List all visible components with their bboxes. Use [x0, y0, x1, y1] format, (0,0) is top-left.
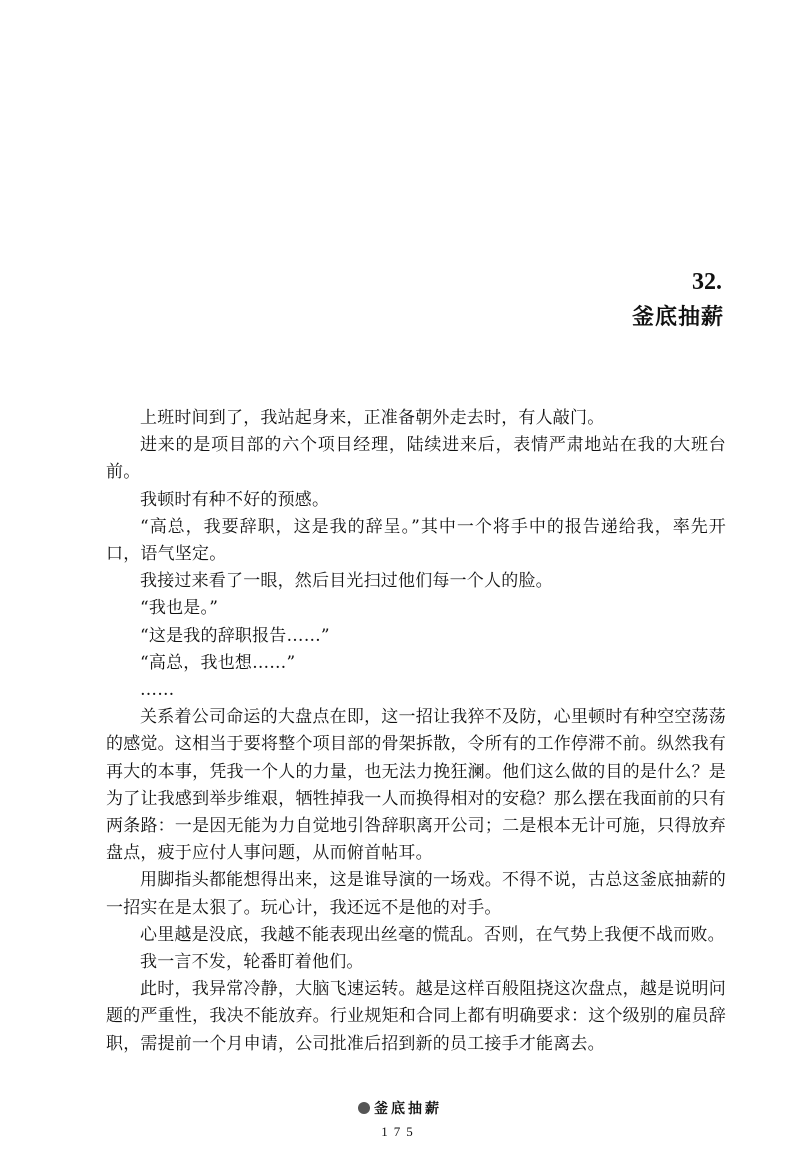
paragraph-2: 进来的是项目部的六个项目经理，陆续进来后，表情严肃地站在我的大班台前。	[106, 435, 726, 483]
paragraph-13: 我一言不发，轮番盯着他们。	[140, 952, 364, 973]
page-footer	[0, 1100, 800, 1140]
paragraph-9: ……	[140, 680, 175, 701]
ornament-icon	[358, 1102, 370, 1114]
paragraph-1: 上班时间到了，我站起身来，正准备朝外走去时，有人敲门。	[140, 408, 605, 428]
paragraph-5: 我接过来看了一眼，然后目光扫过他们每一个人的脸。	[140, 571, 553, 592]
paragraph-14: 此时，我异常冷静，大脑飞速运转。越是这样百般阻挠这次盘点，越是说明问题的严重性，我决不能放弃。行业规矩和合同上都有明确要求：这个级别的雇员辞职，需提前一个月申请，公司批准后招到新的员工接手才能离去。	[106, 979, 726, 1054]
paragraph-10: 关系着公司命运的大盘点在即，这一招让我猝不及防，心里顿时有种空空荡荡的感觉。这相当于要将整个项目部的骨架拆散，令所有的工作停滞不前。纵然我有再大的本事，凭我一个人的力量，也无法力挽狂澜。他们这么做的目的是什么？是为了让我感到举步维艰，牺牲掉我一人而换得相对的安稳？那么摆在我面前的只有两条路：一是因无能为力自觉地引咎辞职离开公司；二是根本无计可施，只得放弃盘点，疲于应付人事问题，从而俯首帖耳。	[106, 707, 726, 864]
paragraph-8: “高总，我也想……”	[140, 652, 296, 673]
paragraph-4: “高总，我要辞职，这是我的辞呈。”其中一个将手中的报告递给我，率先开口，语气坚定。	[106, 516, 726, 565]
paragraph-7: “这是我的辞职报告……”	[140, 625, 330, 646]
paragraph-3: 我顿时有种不好的预感。	[140, 489, 330, 510]
chapter-number: 32.	[692, 269, 722, 295]
footer-title-text: 釜底抽薪	[374, 1101, 442, 1117]
body-text	[106, 405, 726, 1058]
chapter-title: 釜底抽薪	[631, 304, 724, 330]
page-number: 175	[381, 1124, 419, 1139]
paragraph-11: 用脚指头都能想得出来，这是谁导演的一场戏。不得不说，古总这釜底抽薪的一招实在是太狠了。玩心计，我还远不是他的对手。	[106, 870, 726, 918]
running-footer-title	[0, 1100, 800, 1118]
paragraph-12: 心里越是没底，我越不能表现出丝毫的慌乱。否则，在气势上我便不战而败。	[140, 924, 725, 945]
paragraph-6: “我也是。”	[140, 598, 219, 619]
